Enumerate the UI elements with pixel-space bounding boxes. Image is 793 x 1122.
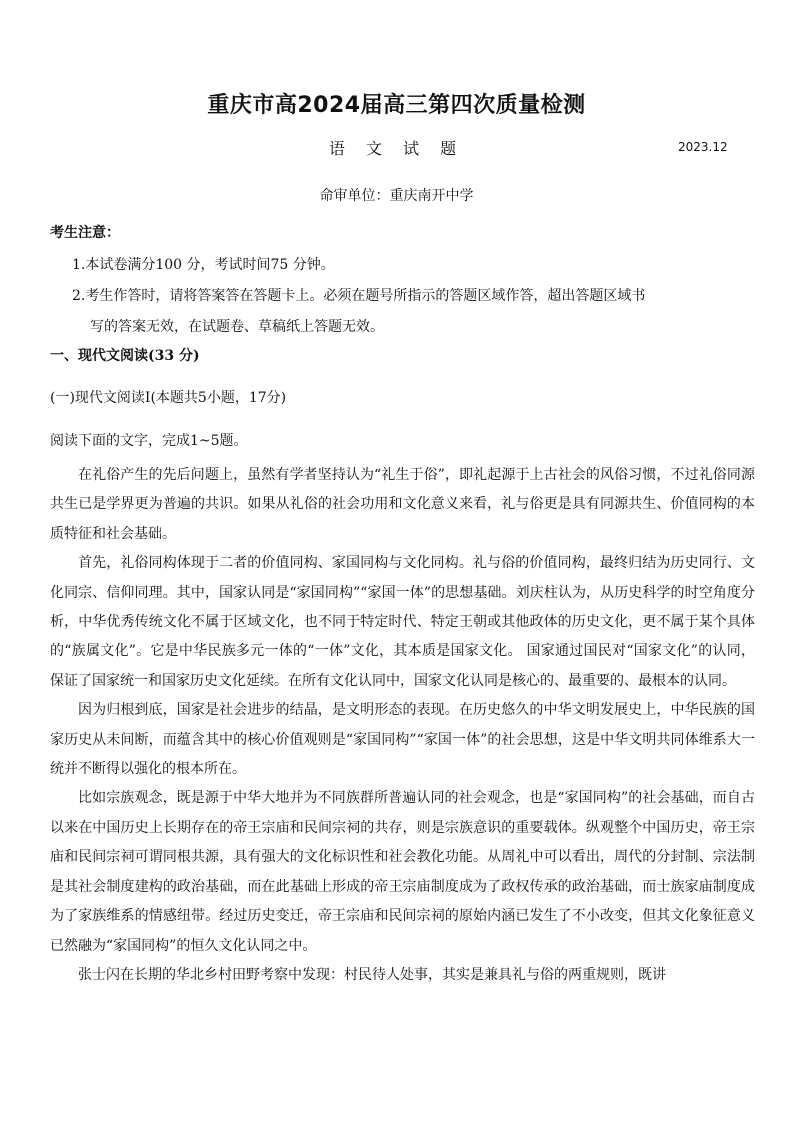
passage-paragraph: 比如宗族观念，既是源于中华大地并为不同族群所普遍认同的社会观念，也是“家国同构”的社会基础，而自古以来在中国历史上长期存在的帝王宗庙和民间宗祠的共存，则是宗族意识的重要载体。纵观整个中国历史，帝王宗庙和民间宗祠可谓同根共源，具有强大的文化标识性和社会教化功能。从周礼中可以看出，周代的分封制、宗法制是其社会制度建构的政治基础，而在此基础上形成的帝王宗庙制度成为了政权传承的政治基础，而士族家庙制度成为了家族维系的情感纽带。经过历史变迁，帝王宗庙和民间宗祠的原始内涵已发生了不小改变，但其文化象征意义已然融为“家国同构”的恒久文化认同之中。 <box>50 790 755 954</box>
notice-item-1: 1.本试卷满分100 分，考试时间75 分钟。 <box>72 257 335 273</box>
exam-subject: 语 文 试 题 <box>328 139 465 158</box>
passage-paragraph: 首先，礼俗同构体现于二者的价值同构、家国同构与文化同构。礼与俗的价值同构，最终归结为历史同行、文化同宗、信仰同理。其中，国家认同是“家国同构”“家国一体”的思想基础。刘庆柱认为，从历史科学的时空角度分析，中华优秀传统文化不属于区域文化，也不同于特定时代、特定王朝或其他政体的历史文化，更不属于某个具体的“族属文化”。它是中华民族多元一体的“一体”文化，其本质是国家文化。 国家通过国民对“国家文化”的认同，保证了国家统一和国家历史文化延续。在所有文化认同中，国家文化认同是核心的、最重要的、最根本的认同。 <box>50 555 755 689</box>
authoring-unit: 命审单位：重庆南开中学 <box>319 188 474 204</box>
reading-instruction: 阅读下面的文字，完成1~5题。 <box>50 433 248 449</box>
notice-item-2-continued: 写的答案无效，在试题卷、草稿纸上答题无效。 <box>90 319 384 335</box>
section-heading: 一、现代文阅读(33 分) <box>50 348 200 364</box>
notice-title: 考生注意： <box>50 225 120 241</box>
passage-paragraph: 因为归根到底，国家是社会进步的结晶，是文明形态的表现。在历史悠久的中华文明发展史上，中华民族的国家历史从未间断，而蕴含其中的核心价值观则是“家国同构”“家国一体”的社会思想，这是中华文明共同体维系大一统并不断得以强化的根本所在。 <box>50 702 755 778</box>
page-title: 重庆市高2024届高三第四次质量检测 <box>207 93 586 118</box>
reading-passage <box>50 461 755 990</box>
exam-date: 2023.12 <box>678 140 728 154</box>
passage-paragraph: 在礼俗产生的先后问题上，虽然有学者坚持认为“礼生于俗”，即礼起源于上古社会的风俗习惯，不过礼俗同源共生已是学界更为普遍的共识。如果从礼俗的社会功用和文化意义来看，礼与俗更是具有同源共生、价值同构的本质特征和社会基础。 <box>50 467 755 542</box>
passage-paragraph: 张士闪在长期的华北乡村田野考察中发现：村民待人处事，其实是兼具礼与俗的两重规则，既讲 <box>78 966 666 983</box>
subsection-heading: (一)现代文阅读Ⅰ(本题共5小题，17分) <box>50 390 287 406</box>
notice-item-2: 2.考生作答时，请将答案答在答题卡上。必须在题号所指示的答题区域作答，超出答题区域书 <box>72 288 646 304</box>
